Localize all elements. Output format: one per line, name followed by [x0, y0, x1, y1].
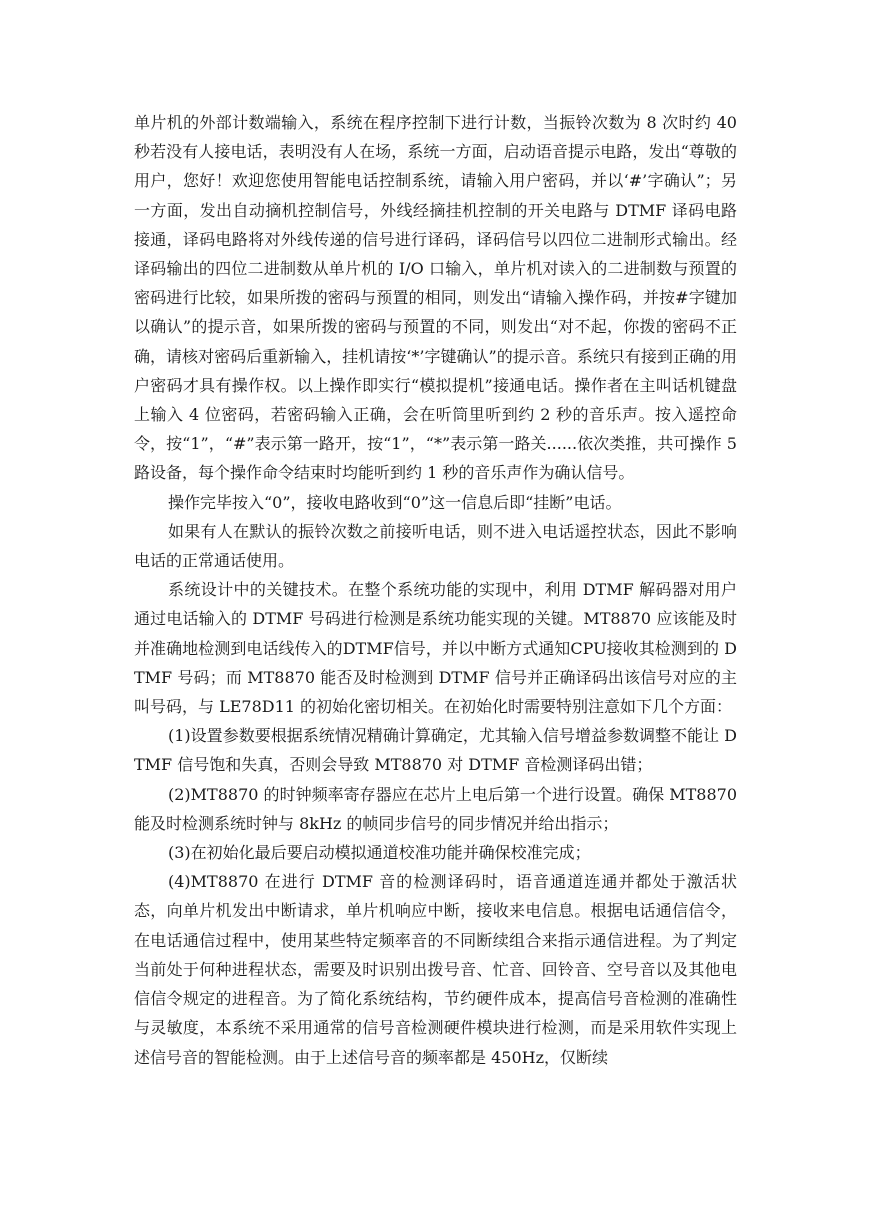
paragraph-item-4: (4)MT8870 在进行 DTMF 音的检测译码时，语音通道连通并都处于激活状态，向单片机发出中断请求，单片机响应中断，接收来电信息。根据电话通信信令，在电话通信过程中，使用某些特定频率音的不同断续组合来指示通信进程。为了判定当前处于何种进程状态，需要及时识别出拨号音、忙音、回铃音、空号音以及其他电信信令规定的进程音。为了简化系统结构，节约硬件成本，提高信号音检测的准确性与灵敏度，本系统不采用通常的信号音检测硬件模块进行检测，而是采用软件实现上述信号音的智能检测。由于上述信号音的频率都是 450Hz，仅断续	[134, 872, 737, 1067]
paragraph-item-2: (2)MT8870 的时钟频率寄存器应在芯片上电后第一个进行设置。确保 MT8870 能及时检测系统时钟与 8kHz 的帧同步信号的同步情况并给出指示；	[134, 784, 737, 833]
paragraph-hang-up: 操作完毕按入“0”，接收电路收到“0”这一信息后即“挂断”电话。	[168, 492, 622, 512]
paragraph-answered-call: 如果有人在默认的振铃次数之前接听电话，则不进入电话遥控状态，因此不影响电话的正常通话使用。	[134, 521, 737, 571]
paragraph-ring-count-and-password: 单片机的外部计数端输入，系统在程序控制下进行计数，当振铃次数为 8 次时约 40 秒若没有人接电话，表明没有人在场，系统一方面，启动语音提示电路，发出“尊敬的用户，您好！欢迎您使用智能电话控制系统，请输入用户密码，并以‘#’字确认”；另一方面，发出自动摘机控制信号，外线经摘挂机控制的开关电路与 DTMF 译码电路接通，译码电路将对外线传递的信号进行译码，译码信号以四位二进制形式输出。经译码输出的四位二进制数从单片机的 I/O 口输入，单片机对读入的二进制数与预置的密码进行比较，如果所拨的密码与预置的相同，则发出“请输入操作码，并按#字键加以确认”的提示音，如果所拨的密码与预置的不同，则发出“对不起，你拨的密码不正确，请核对密码后重新输入，挂机请按‘*’字键确认”的提示音。系统只有接到正确的用户密码才具有操作权。以上操作即实行“模拟提机”接通电话。操作者在主叫话机键盘上输入 4 位密码，若密码输入正确，会在听筒里听到约 2 秒的音乐声。按入遥控命令，按“1”，“#”表示第一路开，按“1”，“*”表示第一路关......依次类推，共可操作 5 路设备，每个操作命令结束时均能听到约 1 秒的音乐声作为确认信号。	[134, 113, 737, 483]
body-text	[134, 108, 737, 1072]
paragraph-item-3: (3)在初始化最后要启动模拟通道校准功能并确保校准完成；	[168, 843, 591, 863]
paragraph-key-technology: 系统设计中的关键技术。在整个系统功能的实现中，利用 DTMF 解码器对用户通过电话输入的 DTMF 号码进行检测是系统功能实现的关键。MT8870 应该能及时并准确地检测到电话线传入的DTMF信号，并以中断方式通知CPU接收其检测到的 DTMF 号码；而 MT8870 能否及时检测到 DTMF 信号并正确译码出该信号对应的主叫号码，与 LE78D11 的初始化密切相关。在初始化时需要特别注意如下几个方面：	[134, 580, 737, 717]
paragraph-item-1: (1)设置参数要根据系统情况精确计算确定，尤其输入信号增益参数调整不能让 DTMF 信号饱和失真，否则会导致 MT8870 对 DTMF 音检测译码出错；	[134, 726, 737, 775]
